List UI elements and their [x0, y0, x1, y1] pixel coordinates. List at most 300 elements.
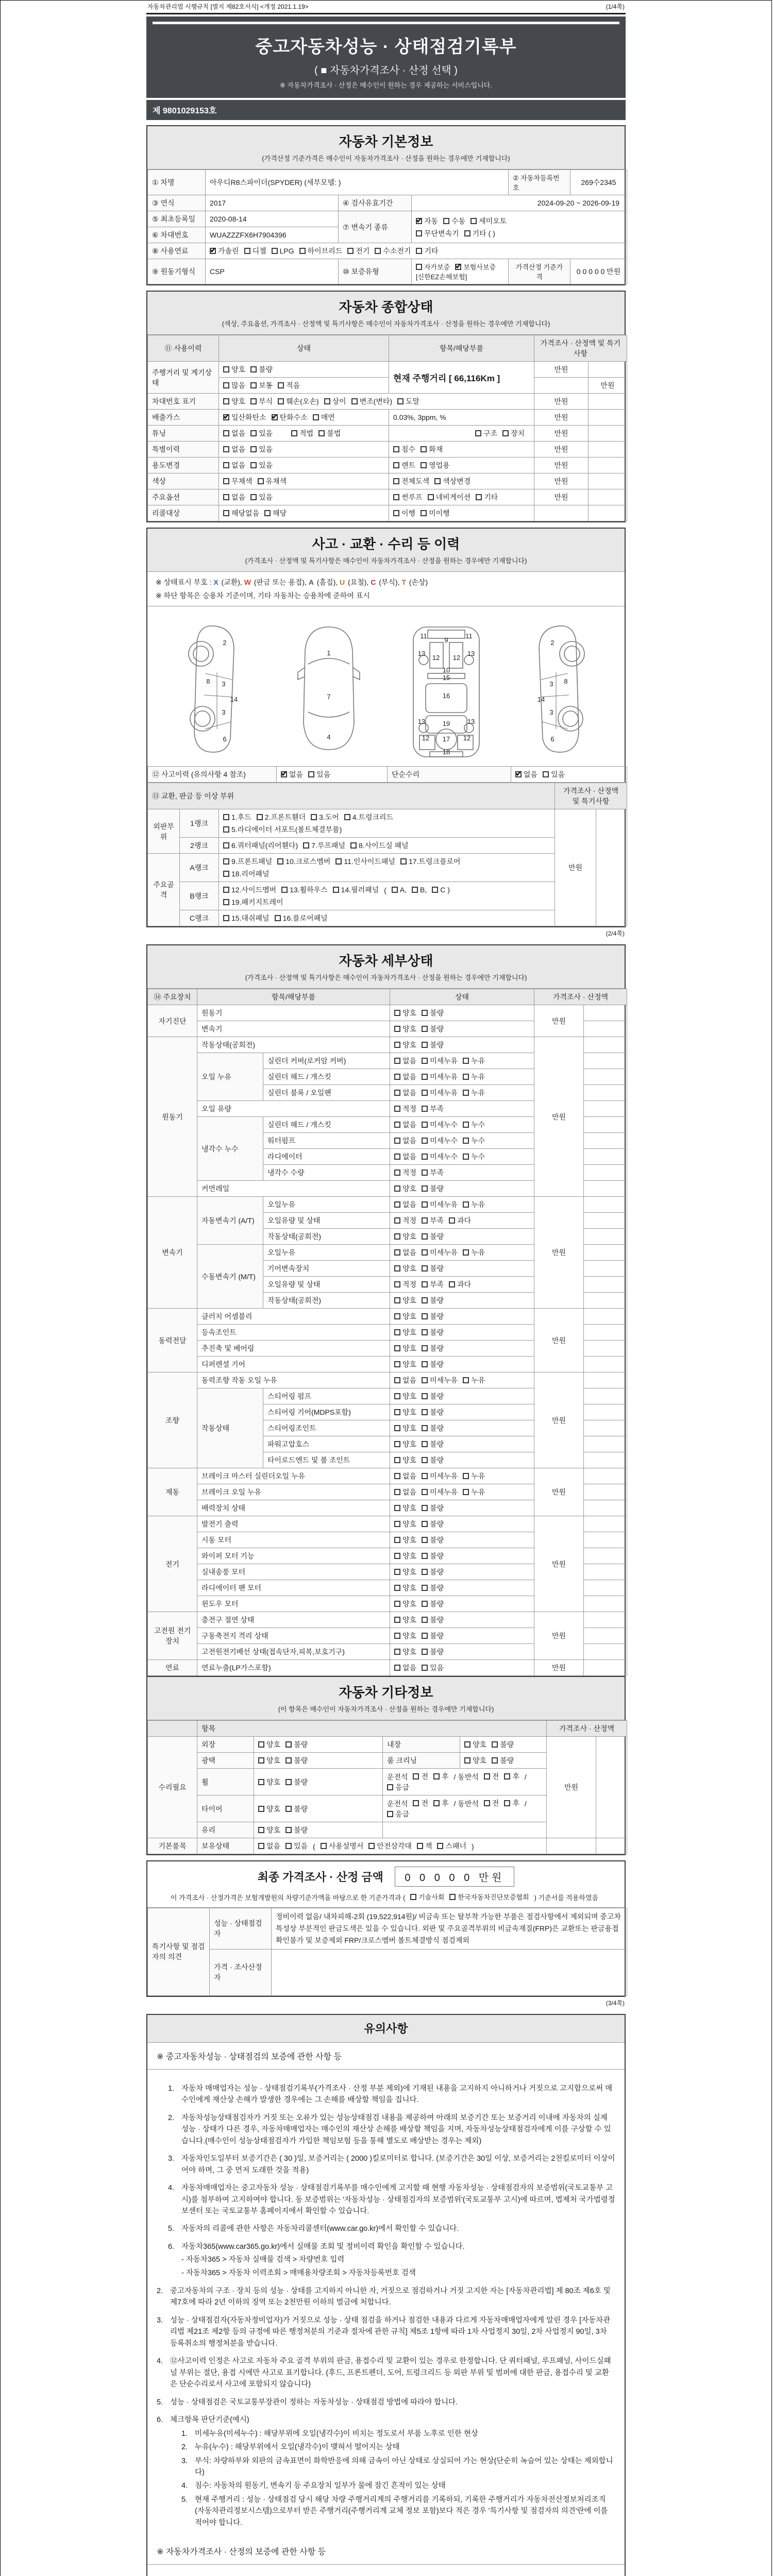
- checkbox[interactable]: [258, 1806, 264, 1812]
- checkbox[interactable]: [422, 1553, 428, 1559]
- checkbox[interactable]: [484, 1800, 490, 1806]
- checkbox[interactable]: [422, 1185, 428, 1192]
- option-양호: [258, 1739, 280, 1750]
- checkbox[interactable]: [422, 1249, 428, 1256]
- option-불량: [422, 1439, 444, 1449]
- option-후: [433, 1771, 449, 1782]
- checkbox[interactable]: [272, 248, 278, 254]
- checkbox[interactable]: [417, 1843, 423, 1849]
- checkbox[interactable]: [422, 1649, 428, 1655]
- checkbox[interactable]: [422, 1329, 428, 1335]
- label-simple-repair: 단순수리: [388, 767, 511, 783]
- checkbox[interactable]: [413, 1800, 419, 1806]
- state-options: [383, 1795, 547, 1822]
- checkbox[interactable]: [475, 430, 481, 436]
- checkbox[interactable]: [258, 1843, 264, 1849]
- checkbox[interactable]: [394, 1297, 400, 1303]
- checkbox[interactable]: [421, 446, 427, 452]
- checkbox[interactable]: [422, 1106, 428, 1112]
- checkbox[interactable]: [394, 1489, 400, 1495]
- checkbox[interactable]: [422, 1569, 428, 1575]
- item-name: 타이어: [197, 1795, 254, 1822]
- checkbox[interactable]: [250, 494, 257, 500]
- checkbox[interactable]: [422, 1233, 428, 1240]
- checkbox[interactable]: [393, 478, 399, 484]
- checkbox[interactable]: [223, 915, 229, 921]
- checkbox[interactable]: [410, 1894, 416, 1900]
- checkbox[interactable]: [308, 771, 314, 777]
- checkbox-options: [394, 1105, 449, 1113]
- checkbox[interactable]: [463, 1489, 469, 1495]
- checkbox[interactable]: [422, 1042, 428, 1048]
- note-cell: [584, 1660, 627, 1676]
- option-label: 3.도어: [319, 813, 339, 821]
- checkbox[interactable]: [394, 1026, 400, 1032]
- option-label: 양호: [402, 1552, 417, 1560]
- checkbox[interactable]: [394, 1010, 400, 1016]
- checkbox[interactable]: [416, 218, 422, 224]
- checkbox[interactable]: [394, 1058, 400, 1064]
- checkbox[interactable]: [463, 1138, 469, 1144]
- option-양호: [394, 1503, 416, 1513]
- checkbox[interactable]: [281, 887, 288, 893]
- checkbox[interactable]: [350, 842, 357, 849]
- checkbox[interactable]: [347, 248, 354, 254]
- notice-item-text: 미세누유(미세누수) : 해당부위에 오일(냉각수)이 비치는 정도로서 부품 노후로 인한 현상: [195, 2429, 478, 2438]
- checkbox-options: [394, 1393, 449, 1401]
- checkbox[interactable]: [394, 1138, 400, 1144]
- checkbox[interactable]: [394, 1457, 400, 1463]
- inspector-opinion-text: 정비이력 없음/ 내차피해-2회 (19,522,914원)/ 비금속 또는 탈부착 가능한 부품은 점검사항에서 제외되며 중고차 특성상 부분적인 판금도색은 있을 수 있습니다. 외판 및 주요골격부위의 비금속재질(FRP)은 교환또는 판금용접 확인불가 및 보증제외 FRP/크로스멤버 볼트체결방식 점검제외: [272, 1908, 627, 1949]
- option-label: 16.플로어패널: [282, 914, 328, 922]
- checkbox[interactable]: [432, 887, 438, 893]
- checkbox[interactable]: [394, 1201, 400, 1208]
- checkbox[interactable]: [223, 887, 229, 893]
- checkbox[interactable]: [394, 1122, 400, 1128]
- checkbox[interactable]: [463, 1249, 469, 1256]
- checkbox[interactable]: [464, 1757, 470, 1764]
- checkbox[interactable]: [275, 915, 281, 921]
- checkbox[interactable]: [392, 887, 398, 893]
- checkbox[interactable]: [285, 1843, 292, 1849]
- option-없음: [394, 1056, 416, 1066]
- checkbox[interactable]: [394, 1409, 400, 1415]
- etc-title: 자동차 기타정보: [339, 1685, 433, 1700]
- checkbox[interactable]: [375, 248, 381, 254]
- checkbox[interactable]: [311, 814, 317, 820]
- checkbox[interactable]: [422, 1585, 428, 1591]
- checkbox[interactable]: [422, 1201, 428, 1208]
- checkbox[interactable]: [223, 462, 229, 468]
- checkbox[interactable]: [463, 1201, 469, 1208]
- checkbox[interactable]: [422, 1537, 428, 1543]
- checkbox[interactable]: [394, 1329, 400, 1335]
- note-cell: [584, 1229, 627, 1245]
- checkbox[interactable]: [394, 1537, 400, 1543]
- checkbox[interactable]: [422, 1633, 428, 1639]
- comprehensive-title: 자동차 종합상태: [339, 299, 433, 315]
- checkbox[interactable]: [285, 1779, 292, 1785]
- state-options: [390, 1644, 534, 1660]
- checkbox[interactable]: [463, 1090, 469, 1096]
- checkbox[interactable]: [223, 814, 229, 820]
- checkbox[interactable]: [285, 1827, 292, 1833]
- checkbox[interactable]: [303, 842, 309, 849]
- column-header: 항목/해당부품: [197, 989, 390, 1005]
- checkbox[interactable]: [278, 382, 284, 388]
- checkbox[interactable]: [422, 1393, 428, 1399]
- checkbox-options: [394, 1217, 476, 1225]
- checkbox[interactable]: [463, 1074, 469, 1080]
- checkbox[interactable]: [321, 1843, 327, 1849]
- state-options: [390, 1133, 534, 1149]
- checkbox[interactable]: [368, 1843, 375, 1849]
- checkbox[interactable]: [394, 1377, 400, 1383]
- option-label: 적정: [402, 1105, 417, 1113]
- checkbox[interactable]: [394, 1649, 400, 1655]
- checkbox[interactable]: [449, 1281, 455, 1287]
- state-options: [219, 505, 389, 521]
- checkbox[interactable]: [258, 1779, 264, 1785]
- checkbox[interactable]: [257, 814, 263, 820]
- checkbox[interactable]: [394, 1617, 400, 1623]
- notice-item-number: 6.: [168, 2242, 175, 2251]
- option-label: 7.루프패널: [311, 841, 345, 850]
- checkbox[interactable]: [397, 398, 404, 404]
- notice-item-text: 자동차인도일부터 보증기간은 ( 30 )일, 보증거리는 ( 2000 )킬로미터로 합니다. (보증기간은 30일 이상, 보증거리는 2천킬로미터 이상이어야 하며, 그 중 먼저 도래한 것을 적용): [181, 2155, 615, 2175]
- checkbox-options: [394, 1472, 490, 1481]
- checkbox[interactable]: [422, 1505, 428, 1511]
- checkbox[interactable]: [543, 771, 549, 777]
- checkbox[interactable]: [416, 264, 422, 270]
- checkbox[interactable]: [463, 1122, 469, 1128]
- checkbox[interactable]: [422, 1409, 428, 1415]
- option-label: 수소전기: [383, 247, 411, 255]
- checkbox[interactable]: [422, 1090, 428, 1096]
- checkbox[interactable]: [223, 398, 229, 404]
- checkbox[interactable]: [244, 248, 250, 254]
- checkbox[interactable]: [394, 1505, 400, 1511]
- checkbox[interactable]: [394, 1425, 400, 1431]
- checkbox[interactable]: [449, 1894, 456, 1900]
- checkbox[interactable]: [393, 494, 399, 500]
- checkbox[interactable]: [433, 1800, 440, 1806]
- checkbox[interactable]: [223, 510, 229, 516]
- checkbox-options: [416, 230, 500, 238]
- option-label: 양호: [402, 1504, 417, 1512]
- checkbox[interactable]: [400, 858, 407, 865]
- option-label: 양호: [402, 1520, 417, 1528]
- checkbox[interactable]: [422, 1217, 428, 1224]
- checkbox[interactable]: [422, 1489, 428, 1495]
- notice-item-text: 성능 · 상태점검자(자동차정비업자)가 거짓으로 성능 · 상태 점검을 하거나 점검한 내용과 다르게 자동차매매업자에게 알린 경우 [자동차관리법 제21조 제2항 등의 규정에 따른 행정처분의 기준과 절차에 관한 규칙] 제5조 1항에 따라 1차 사업정지 30일, 2차 사업정지 90일, 3차 등록취소의 행정처분을 받습니다.: [170, 2316, 611, 2348]
- checkbox[interactable]: [449, 1217, 455, 1224]
- checkbox[interactable]: [299, 248, 306, 254]
- option-label: 없음: [402, 1248, 417, 1257]
- checkbox[interactable]: [393, 510, 399, 516]
- sub-group: 수동변속기 (M/T): [197, 1245, 263, 1309]
- checkbox[interactable]: [394, 1441, 400, 1447]
- checkbox[interactable]: [422, 1521, 428, 1527]
- checkbox[interactable]: [387, 1784, 393, 1790]
- checkbox[interactable]: [422, 1154, 428, 1160]
- checkbox[interactable]: [250, 430, 257, 436]
- option-5.라디에이터 서포트(볼트체결부품): [223, 824, 342, 835]
- checkbox[interactable]: [422, 1297, 428, 1303]
- sub-group: 냉각수 누수: [197, 1117, 263, 1181]
- option-양호: [258, 1825, 280, 1835]
- item-cell: [389, 442, 534, 457]
- checkbox[interactable]: [413, 1773, 419, 1780]
- option-미세누수: [422, 1136, 458, 1146]
- checkbox[interactable]: [422, 1058, 428, 1064]
- checkbox[interactable]: [464, 1741, 470, 1748]
- checkbox[interactable]: [210, 248, 216, 254]
- checkbox[interactable]: [285, 1806, 292, 1812]
- checkbox[interactable]: [394, 1553, 400, 1559]
- checkbox[interactable]: [223, 446, 229, 452]
- checkbox[interactable]: [394, 1154, 400, 1160]
- checkbox[interactable]: [351, 398, 358, 404]
- option-자동: [416, 216, 438, 226]
- checkbox[interactable]: [394, 1313, 400, 1319]
- checkbox[interactable]: [394, 1217, 400, 1224]
- checkbox[interactable]: [250, 366, 257, 372]
- checkbox-options: [394, 1504, 449, 1513]
- checkbox[interactable]: [223, 826, 229, 833]
- checkbox[interactable]: [422, 1425, 428, 1431]
- label-base-price: 가격산정 기준가격: [509, 259, 570, 284]
- checkbox[interactable]: [277, 858, 283, 865]
- checkbox[interactable]: [394, 1521, 400, 1527]
- checkbox[interactable]: [422, 1665, 428, 1671]
- checkbox[interactable]: [394, 1090, 400, 1096]
- checkbox[interactable]: [250, 462, 257, 468]
- checkbox[interactable]: [281, 771, 287, 777]
- checkbox[interactable]: [223, 494, 229, 500]
- option-양호: [394, 1311, 416, 1321]
- checkbox[interactable]: [422, 1345, 428, 1351]
- price-cell: [534, 505, 589, 521]
- checkbox[interactable]: [394, 1233, 400, 1240]
- checkbox[interactable]: [223, 899, 229, 905]
- option-없음: [394, 1247, 416, 1258]
- checkbox[interactable]: [250, 398, 257, 404]
- checkbox[interactable]: [504, 1800, 510, 1806]
- checkbox[interactable]: [492, 1757, 498, 1764]
- checkbox[interactable]: [394, 1665, 400, 1671]
- checkbox[interactable]: [422, 1617, 428, 1623]
- checkbox[interactable]: [394, 1569, 400, 1575]
- checkbox[interactable]: [333, 887, 339, 893]
- checkbox[interactable]: [394, 1249, 400, 1256]
- option-없음: [258, 1841, 280, 1851]
- notice-items: [147, 2070, 625, 2538]
- checkbox[interactable]: [223, 414, 229, 420]
- option-label: 탄화수소: [279, 413, 308, 421]
- checkbox[interactable]: [422, 1601, 428, 1607]
- item-name: 타이로드엔드 및 볼 조인트: [263, 1452, 390, 1468]
- checkbox[interactable]: [394, 1473, 400, 1479]
- checkbox[interactable]: [502, 430, 509, 436]
- checkbox[interactable]: [394, 1345, 400, 1351]
- price-cell: 만원: [534, 1660, 584, 1676]
- state-options: [390, 1388, 534, 1404]
- state-options: [390, 1277, 534, 1293]
- checkbox[interactable]: [433, 1773, 440, 1780]
- value-transmission: [412, 211, 627, 243]
- checkbox[interactable]: [318, 430, 325, 436]
- checkbox[interactable]: [223, 871, 229, 877]
- checkbox[interactable]: [422, 1074, 428, 1080]
- checkbox[interactable]: [394, 1361, 400, 1367]
- checkbox[interactable]: [422, 1026, 428, 1032]
- item-name: 커먼레일: [197, 1181, 390, 1197]
- checkbox[interactable]: [422, 1377, 428, 1383]
- checkbox[interactable]: [412, 887, 418, 893]
- note-cell: [584, 1404, 627, 1420]
- checkbox[interactable]: [394, 1585, 400, 1591]
- top-meta: [146, 1, 626, 13]
- checkbox[interactable]: [437, 1843, 443, 1849]
- diagram-part-number: 4: [327, 733, 331, 741]
- checkbox[interactable]: [422, 1122, 428, 1128]
- checkbox[interactable]: [324, 398, 330, 404]
- checkbox[interactable]: [394, 1601, 400, 1607]
- item-name: 브레이크 오일 누유: [197, 1484, 390, 1500]
- checkbox[interactable]: [492, 1741, 498, 1748]
- checkbox[interactable]: [223, 430, 229, 436]
- checkbox[interactable]: [463, 1058, 469, 1064]
- checkbox[interactable]: [313, 414, 319, 420]
- sub-group: 자동변속기 (A/T): [197, 1197, 263, 1245]
- checkbox[interactable]: [258, 1741, 264, 1748]
- checkbox[interactable]: [394, 1170, 400, 1176]
- checkbox[interactable]: [223, 858, 229, 865]
- option-불량: [422, 1631, 444, 1641]
- checkbox[interactable]: [504, 1773, 510, 1780]
- checkbox[interactable]: [455, 264, 461, 270]
- option-label: 없음: [231, 429, 246, 437]
- checkbox[interactable]: [422, 1441, 428, 1447]
- checkbox[interactable]: [422, 1313, 428, 1319]
- checkbox[interactable]: [258, 1757, 264, 1764]
- checkbox-options: [394, 1648, 449, 1656]
- checkbox[interactable]: [344, 814, 350, 820]
- checkbox[interactable]: [394, 1042, 400, 1048]
- option-label: 없음: [266, 1842, 281, 1850]
- checkbox[interactable]: [463, 1154, 469, 1160]
- checkbox[interactable]: [421, 462, 427, 468]
- checkbox[interactable]: [393, 446, 399, 452]
- price-cell: 만원: [534, 457, 589, 473]
- checkbox[interactable]: [393, 462, 399, 468]
- checkbox[interactable]: [484, 1773, 490, 1780]
- checkbox[interactable]: [463, 1473, 469, 1479]
- option-label: 불량: [430, 1600, 444, 1608]
- checkbox[interactable]: [394, 1106, 400, 1112]
- checkbox[interactable]: [434, 478, 441, 484]
- option-없음: [394, 1487, 416, 1497]
- checkbox[interactable]: [394, 1074, 400, 1080]
- checkbox[interactable]: [416, 248, 422, 254]
- checkbox[interactable]: [470, 218, 477, 224]
- option-label: 누유: [471, 1472, 485, 1480]
- checkbox[interactable]: [394, 1185, 400, 1192]
- header-stripe: [153, 22, 619, 24]
- option-불량: [422, 1327, 444, 1337]
- device-group: 동력전달: [148, 1309, 197, 1372]
- checkbox[interactable]: [428, 494, 434, 500]
- checkbox[interactable]: [476, 494, 482, 500]
- checkbox[interactable]: [285, 1741, 292, 1748]
- checkbox[interactable]: [422, 1265, 428, 1272]
- checkbox[interactable]: [394, 1633, 400, 1639]
- checkbox[interactable]: [422, 1010, 428, 1016]
- option-label: 전: [492, 1772, 499, 1781]
- checkbox[interactable]: [272, 414, 278, 420]
- option-후: [504, 1798, 519, 1808]
- checkbox[interactable]: [422, 1170, 428, 1176]
- notice-item-number: 5.: [181, 2495, 188, 2504]
- option-label: 누유: [471, 1089, 485, 1097]
- checkbox[interactable]: [416, 230, 422, 236]
- checkbox[interactable]: [223, 842, 229, 849]
- option-label: 무단변속기: [424, 229, 459, 238]
- checkbox[interactable]: [422, 1473, 428, 1479]
- checkbox[interactable]: [223, 478, 229, 484]
- option-label: 누수: [471, 1137, 485, 1145]
- checkbox[interactable]: [387, 1811, 393, 1817]
- checkbox[interactable]: [443, 218, 449, 224]
- checkbox-options: [394, 1600, 449, 1608]
- option-label: 양호: [473, 1756, 487, 1765]
- checkbox[interactable]: [258, 1827, 264, 1833]
- checkbox[interactable]: [264, 510, 271, 516]
- checkbox[interactable]: [291, 430, 297, 436]
- diagram-part-number: 17: [442, 735, 450, 743]
- checkbox[interactable]: [394, 1265, 400, 1272]
- option-label: 있음: [259, 429, 273, 437]
- checkbox[interactable]: [422, 1457, 428, 1463]
- checkbox[interactable]: [223, 366, 229, 372]
- checkbox[interactable]: [394, 1393, 400, 1399]
- checkbox[interactable]: [422, 1361, 428, 1367]
- checkbox[interactable]: [515, 771, 522, 777]
- basic-info-table: [147, 170, 627, 284]
- checkbox[interactable]: [464, 230, 470, 236]
- state-options: [390, 1165, 534, 1181]
- option-불량: [422, 1263, 444, 1274]
- option-상이: [324, 396, 346, 406]
- option-양호: [258, 1804, 280, 1814]
- checkbox[interactable]: [250, 446, 257, 452]
- checkbox[interactable]: [463, 1377, 469, 1383]
- checkbox[interactable]: [223, 382, 229, 388]
- checkbox[interactable]: [285, 1757, 292, 1764]
- checkbox[interactable]: [421, 510, 427, 516]
- checkbox[interactable]: [250, 382, 257, 388]
- checkbox[interactable]: [422, 1138, 428, 1144]
- checkbox[interactable]: [394, 1281, 400, 1287]
- checkbox[interactable]: [335, 858, 342, 865]
- checkbox[interactable]: [278, 398, 284, 404]
- option-label: 침수: [401, 445, 416, 453]
- checkbox[interactable]: [258, 478, 264, 484]
- rank-name: C랭크: [180, 910, 219, 926]
- checkbox[interactable]: [422, 1281, 428, 1287]
- checkbox-options: [171, 1894, 601, 1902]
